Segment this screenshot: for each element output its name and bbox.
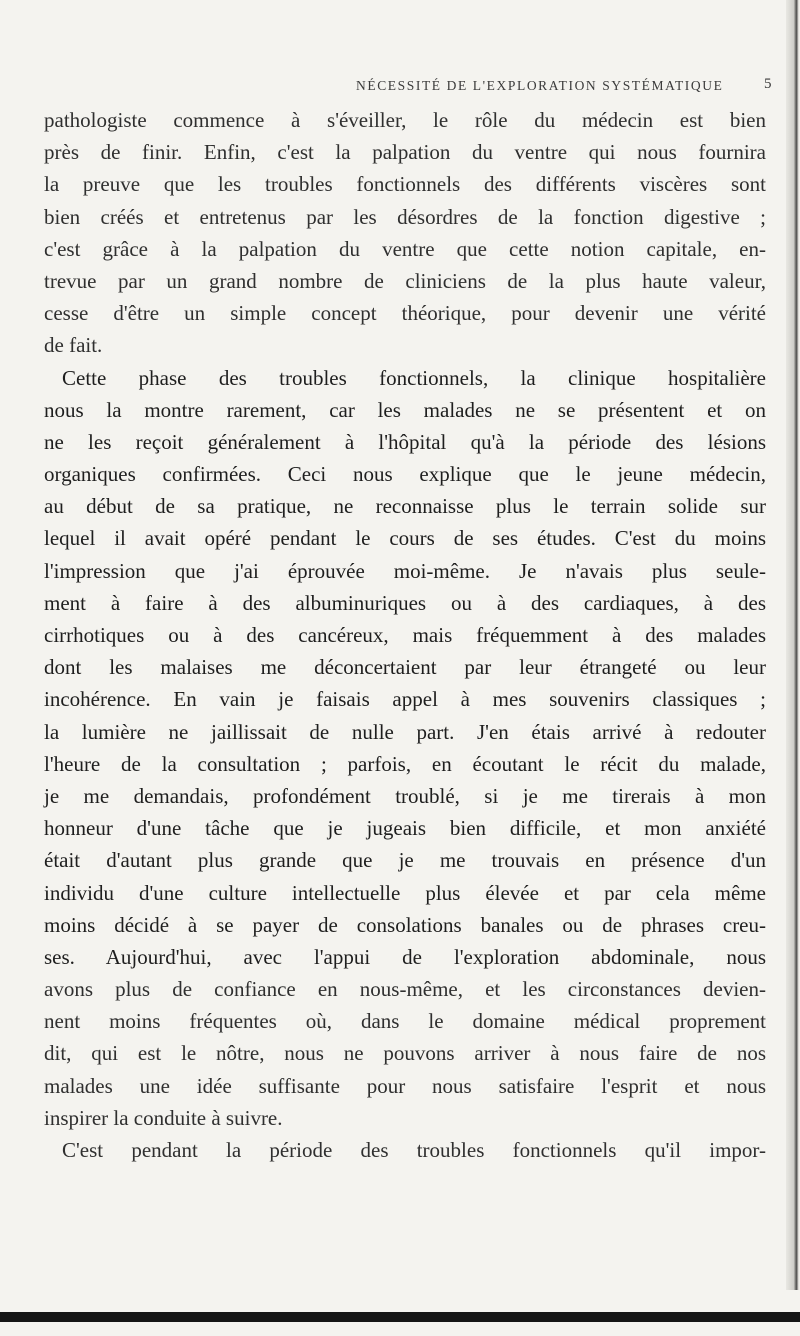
text-line: ment à faire à des albuminuriques ou à des cardiaques, à des [44, 590, 766, 615]
text-line: la lumière ne jaillissait de nulle part. J'en étais arrivé à redouter [44, 719, 766, 744]
text-line: individu d'une culture intellectuelle plus élevée et par cela même [44, 880, 766, 905]
running-head [0, 78, 800, 102]
page-number: 5 [764, 76, 772, 92]
body-text [44, 104, 766, 1166]
text-line: la preuve que les troubles fonctionnels des différents viscères sont [44, 172, 766, 197]
text-line: nent moins fréquentes où, dans le domaine médical proprement [44, 1009, 766, 1034]
text-line: près de finir. Enfin, c'est la palpation du ventre qui nous fournira [44, 140, 766, 165]
text-line: était d'autant plus grande que je me trouvais en présence d'un [44, 848, 766, 873]
paragraph-start-line: Cette phase des troubles fonctionnels, la clinique hospitalière [62, 365, 766, 390]
text-line: incohérence. En vain je faisais appel à mes souvenirs classiques ; [44, 687, 766, 712]
text-line: dit, qui est le nôtre, nous ne pouvons arriver à nous faire de nos [44, 1041, 766, 1066]
text-line: c'est grâce à la palpation du ventre que cette notion capitale, en- [44, 236, 766, 261]
text-line: cirrhotiques ou à des cancéreux, mais fréquemment à des malades [44, 623, 766, 647]
text-line: cesse d'être un simple concept théorique, pour devenir une vérité [44, 301, 766, 326]
scan-bottom-border [0, 1312, 800, 1322]
running-title: NÉCESSITÉ DE L'EXPLORATION SYSTÉMATIQUE [356, 78, 724, 93]
text-line: honneur d'une tâche que je jugeais bien difficile, et mon anxiété [44, 816, 766, 841]
text-line: inspirer la conduite à suivre. [44, 1105, 283, 1130]
text-line: nous la montre rarement, car les malades ne se présentent et on [44, 397, 766, 422]
text-line: trevue par un grand nombre de cliniciens de la plus haute valeur, [44, 268, 766, 293]
text-line: je me demandais, profondément troublé, si je me tirerais à mon [44, 783, 766, 808]
text-line: ses. Aujourd'hui, avec l'appui de l'exploration abdominale, nous [44, 944, 766, 969]
text-line: bien créés et entretenus par les désordres de la fonction digestive ; [44, 204, 766, 229]
text-line: de fait. [44, 333, 103, 358]
text-line: avons plus de confiance en nous-même, et les circonstances devien- [44, 977, 766, 1002]
text-line: dont les malaises me déconcertaient par leur étrangeté ou leur [44, 655, 766, 680]
paragraph-start-line: C'est pendant la période des troubles fonctionnels qu'il impor- [62, 1138, 766, 1162]
text-line: moins décidé à se payer de consolations banales ou de phrases creu- [44, 912, 766, 937]
page-edge-shadow [786, 0, 800, 1290]
text-line: ne les reçoit généralement à l'hôpital qu'à la période des lésions [44, 429, 766, 454]
text-line: malades une idée suffisante pour nous satisfaire l'esprit et nous [44, 1073, 766, 1098]
text-line: au début de sa pratique, ne reconnaisse plus le terrain solide sur [44, 494, 766, 519]
text-line: l'heure de la consultation ; parfois, en écoutant le récit du malade, [44, 751, 766, 776]
text-line: lequel il avait opéré pendant le cours de ses études. C'est du moins [44, 526, 766, 551]
text-line: organiques confirmées. Ceci nous explique que le jeune médecin, [44, 462, 766, 487]
text-line: pathologiste commence à s'éveiller, le rôle du médecin est bien [44, 108, 766, 132]
text-line: l'impression que j'ai éprouvée moi-même. Je n'avais plus seule- [44, 558, 766, 583]
